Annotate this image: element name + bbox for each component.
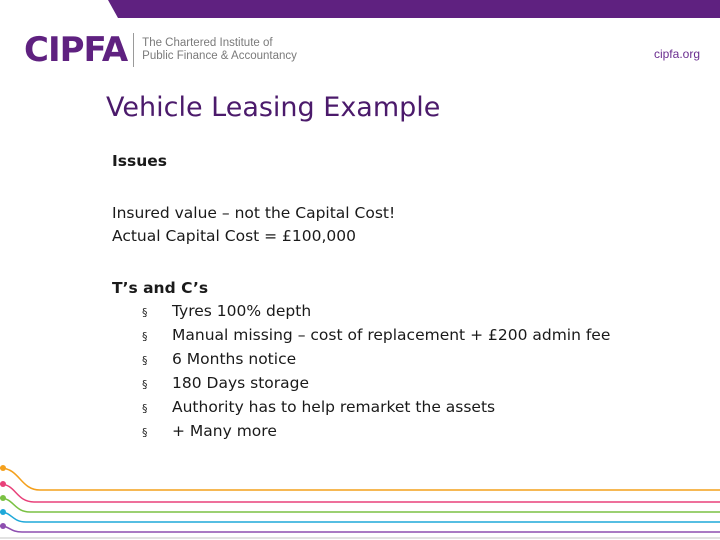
terms-heading: T’s and C’s [112, 279, 209, 297]
issues-line-capital-cost: Actual Capital Cost = £100,000 [112, 227, 357, 245]
list-item [142, 348, 702, 372]
issues-line-insured-value: Insured value – not the Capital Cost! [112, 204, 396, 222]
list-item [142, 420, 702, 444]
corner-line-blue [0, 512, 720, 522]
list-item-text: Tyres 100% depth [172, 302, 312, 320]
corner-line-purple [0, 526, 720, 532]
bullet-icon: § [142, 426, 148, 439]
list-item-text: Manual missing – cost of replacement + £200 admin fee [172, 326, 611, 344]
bullet-icon: § [142, 402, 148, 415]
list-item-text: Authority has to help remarket the assets [172, 398, 496, 416]
list-item-text: 6 Months notice [172, 350, 297, 368]
issues-heading: Issues [112, 152, 167, 170]
bullet-icon: § [142, 330, 148, 343]
corner-line-green [0, 498, 720, 512]
spacer [112, 173, 702, 202]
site-link[interactable]: cipfa.org [653, 47, 700, 61]
list-item-text: 180 Days storage [172, 374, 310, 392]
corner-dot-blue [0, 509, 6, 515]
slide-title: Vehicle Leasing Example [106, 92, 441, 123]
corner-dot-pink [0, 481, 6, 487]
bullet-icon: § [142, 306, 148, 319]
list-item [142, 324, 702, 348]
corner-dot-green [0, 495, 6, 501]
logo-mark: CIPFA [24, 30, 128, 70]
spacer [112, 248, 702, 277]
top-brand-bar [0, 0, 720, 18]
top-bar-fill [108, 0, 720, 18]
list-item [142, 396, 702, 420]
list-item [142, 372, 702, 396]
bullet-icon: § [142, 354, 148, 367]
logo-tagline-line2: Public Finance & Accountancy [142, 50, 297, 62]
terms-list [112, 300, 702, 444]
corner-dot-orange [0, 465, 6, 471]
cipfa-logo [24, 30, 297, 70]
decorative-corner-lines [0, 460, 720, 540]
slide-content [112, 150, 702, 444]
logo-tagline [142, 37, 297, 63]
corner-line-pink [0, 484, 720, 502]
logo-divider [133, 33, 134, 67]
top-bar-shape [0, 0, 720, 18]
bullet-icon: § [142, 378, 148, 391]
corner-dot-purple [0, 523, 6, 529]
list-item-text: + Many more [172, 422, 277, 440]
list-item [142, 300, 702, 324]
corner-line-orange [0, 468, 720, 490]
logo-tagline-line1: The Chartered Institute of [142, 37, 273, 49]
